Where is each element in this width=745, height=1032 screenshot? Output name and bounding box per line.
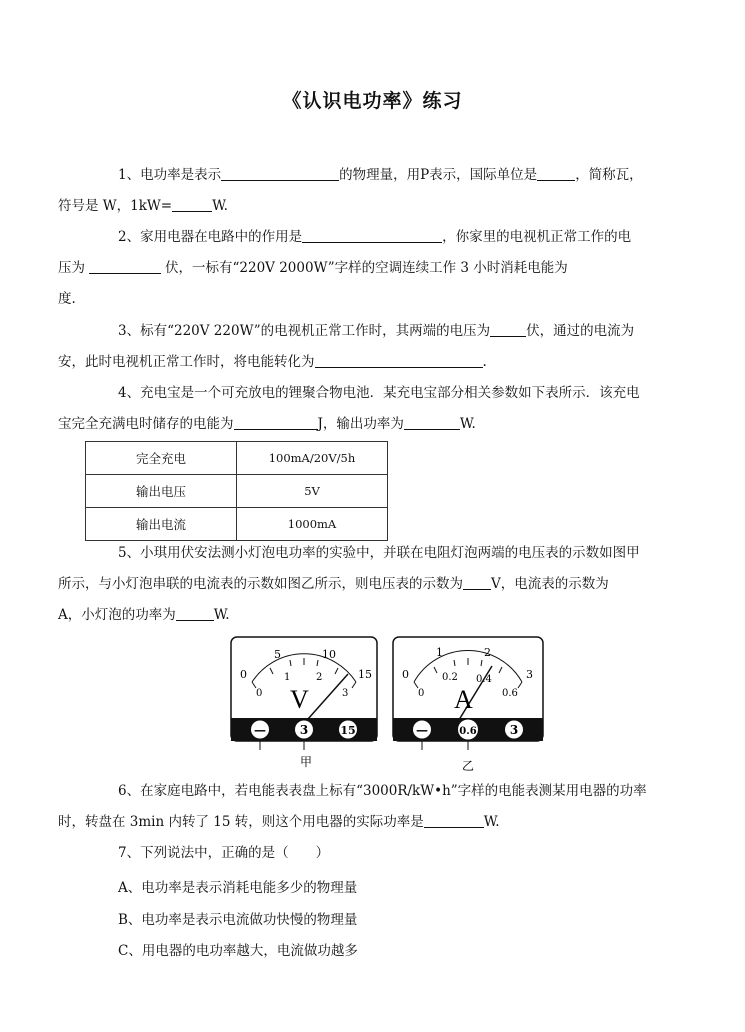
- q5-text-c: V，电流表的示数为: [491, 576, 609, 592]
- q6-text-a: 6、在家庭电路中，若电能表表盘上标有“3000R/kW•h”字样的电能表测某用电器的功率: [118, 783, 647, 799]
- q4-blank-1[interactable]: [234, 415, 318, 430]
- meter-letter: A: [454, 685, 473, 714]
- q3-blank-2[interactable]: [315, 353, 483, 368]
- question-4: [58, 378, 658, 440]
- voltmeter-figure: [230, 636, 378, 770]
- q4-blank-2[interactable]: [404, 415, 460, 430]
- meter-letter: V: [290, 685, 309, 714]
- option-a[interactable]: A、电功率是表示消耗电能多少的物理量: [118, 880, 358, 896]
- q5-text-a: 5、小琪用伏安法测小灯泡电功率的实验中，并联在电阻灯泡两端的电压表的示数如图甲: [118, 545, 640, 561]
- q3-text-d: .: [482, 354, 487, 370]
- q5-text-d: A，小灯泡的功率为: [58, 607, 176, 623]
- q5-text-e: W.: [213, 607, 230, 623]
- q1-blank-2[interactable]: [537, 166, 575, 181]
- scale-label: 3: [342, 688, 349, 699]
- table-row: [86, 475, 388, 508]
- table-cell-key: 完全充电: [86, 442, 237, 475]
- question-3: [58, 316, 658, 378]
- scale-label: 2: [316, 672, 323, 683]
- q1-text-a: 1、电功率是表示: [118, 167, 222, 183]
- scale-label: 0.6: [502, 688, 518, 699]
- q4-text-b: 宝完全充满电时储存的电能为: [58, 416, 234, 432]
- q1-blank-3[interactable]: [172, 197, 212, 212]
- q3-text-a: 3、标有“220V 220W”的电视机正常工作时，其两端的电压为: [118, 323, 491, 339]
- scale-label: 1: [284, 672, 291, 683]
- table-cell-value: 5V: [237, 475, 388, 508]
- q2-blank-2[interactable]: [89, 259, 161, 274]
- q1-text-b: 的物理量，用P表示，国际单位是: [339, 167, 538, 183]
- scale-label: 0.4: [476, 674, 492, 685]
- scale-label: 15: [358, 668, 372, 681]
- terminal-label: —: [416, 723, 428, 737]
- q2-text-a: 2、家用电器在电路中的作用是: [118, 229, 303, 245]
- q6-blank-1[interactable]: [424, 813, 484, 828]
- terminal-label: 15: [340, 724, 356, 737]
- scale-label: 0: [402, 668, 409, 681]
- scale-label: 1: [436, 646, 443, 659]
- question-6: [58, 776, 658, 838]
- question-5: [58, 538, 658, 631]
- q6-text-c: W.: [483, 814, 500, 830]
- page-title: 《认识电功率》练习: [282, 90, 463, 112]
- question-7-stem: 7、下列说法中，正确的是（ ）: [118, 845, 330, 861]
- option-b[interactable]: B、电功率是表示电流做功快慢的物理量: [118, 912, 358, 928]
- terminal-label: —: [254, 723, 266, 737]
- question-2: [58, 222, 658, 315]
- q2-text-e: 度.: [58, 291, 76, 307]
- q1-blank-1[interactable]: [221, 166, 339, 181]
- terminal-label: 3: [509, 723, 519, 737]
- ammeter-figure: [392, 636, 544, 776]
- table-cell-key: 输出电压: [86, 475, 237, 508]
- scale-label: 0: [240, 668, 247, 681]
- scale-label: 2: [484, 646, 491, 659]
- scale-label: 5: [274, 648, 281, 661]
- scale-label: 0.2: [442, 672, 458, 683]
- terminal-label: 0.6: [459, 726, 477, 737]
- q3-text-b: 伏，通过的电流为: [526, 323, 635, 339]
- q5-blank-1[interactable]: [463, 575, 491, 590]
- q6-text-b: 时，转盘在 3min 内转了 15 转，则这个用电器的实际功率是: [58, 814, 424, 830]
- scale-label: 0: [256, 688, 263, 699]
- q2-text-c: 压为: [58, 260, 85, 276]
- q3-text-c: 安，此时电视机正常工作时，将电能转化为: [58, 354, 315, 370]
- table-row: [86, 508, 388, 541]
- q5-text-b: 所示，与小灯泡串联的电流表的示数如图乙所示，则电压表的示数为: [58, 576, 463, 592]
- table-cell-value: 100mA/20V/5h: [237, 442, 388, 475]
- question-1: [58, 160, 658, 222]
- q4-text-c: J，输出功率为: [317, 416, 404, 432]
- q1-text-d: 符号是 W，1kW=: [58, 198, 173, 214]
- q1-text-e: W.: [212, 198, 228, 214]
- figure-caption: 甲: [300, 755, 313, 769]
- option-c[interactable]: C、用电器的电功率越大，电流做功越多: [118, 943, 358, 959]
- q2-text-b: ，你家里的电视机正常工作的电: [442, 229, 632, 245]
- q2-blank-1[interactable]: [302, 228, 442, 243]
- figure-caption: 乙: [462, 759, 475, 773]
- scale-label: 3: [526, 668, 533, 681]
- power-bank-spec-table: [85, 441, 388, 541]
- table-row: [86, 442, 388, 475]
- q3-blank-1[interactable]: [490, 322, 526, 337]
- scale-label: 10: [322, 648, 336, 661]
- q5-blank-2[interactable]: [176, 606, 214, 621]
- q1-text-c: ，简称瓦，: [575, 167, 643, 183]
- q2-text-d: 伏，一标有“220V 2000W”字样的空调连续工作 3 小时消耗电能为: [165, 260, 568, 276]
- q4-text-d: W.: [459, 416, 476, 432]
- table-cell-key: 输出电流: [86, 508, 237, 541]
- scale-label: 0: [418, 688, 425, 699]
- terminal-label: 3: [299, 723, 309, 737]
- q4-text-a: 4、充电宝是一个可充放电的锂聚合物电池．某充电宝部分相关参数如下表所示．该充电: [118, 385, 640, 401]
- table-cell-value: 1000mA: [237, 508, 388, 541]
